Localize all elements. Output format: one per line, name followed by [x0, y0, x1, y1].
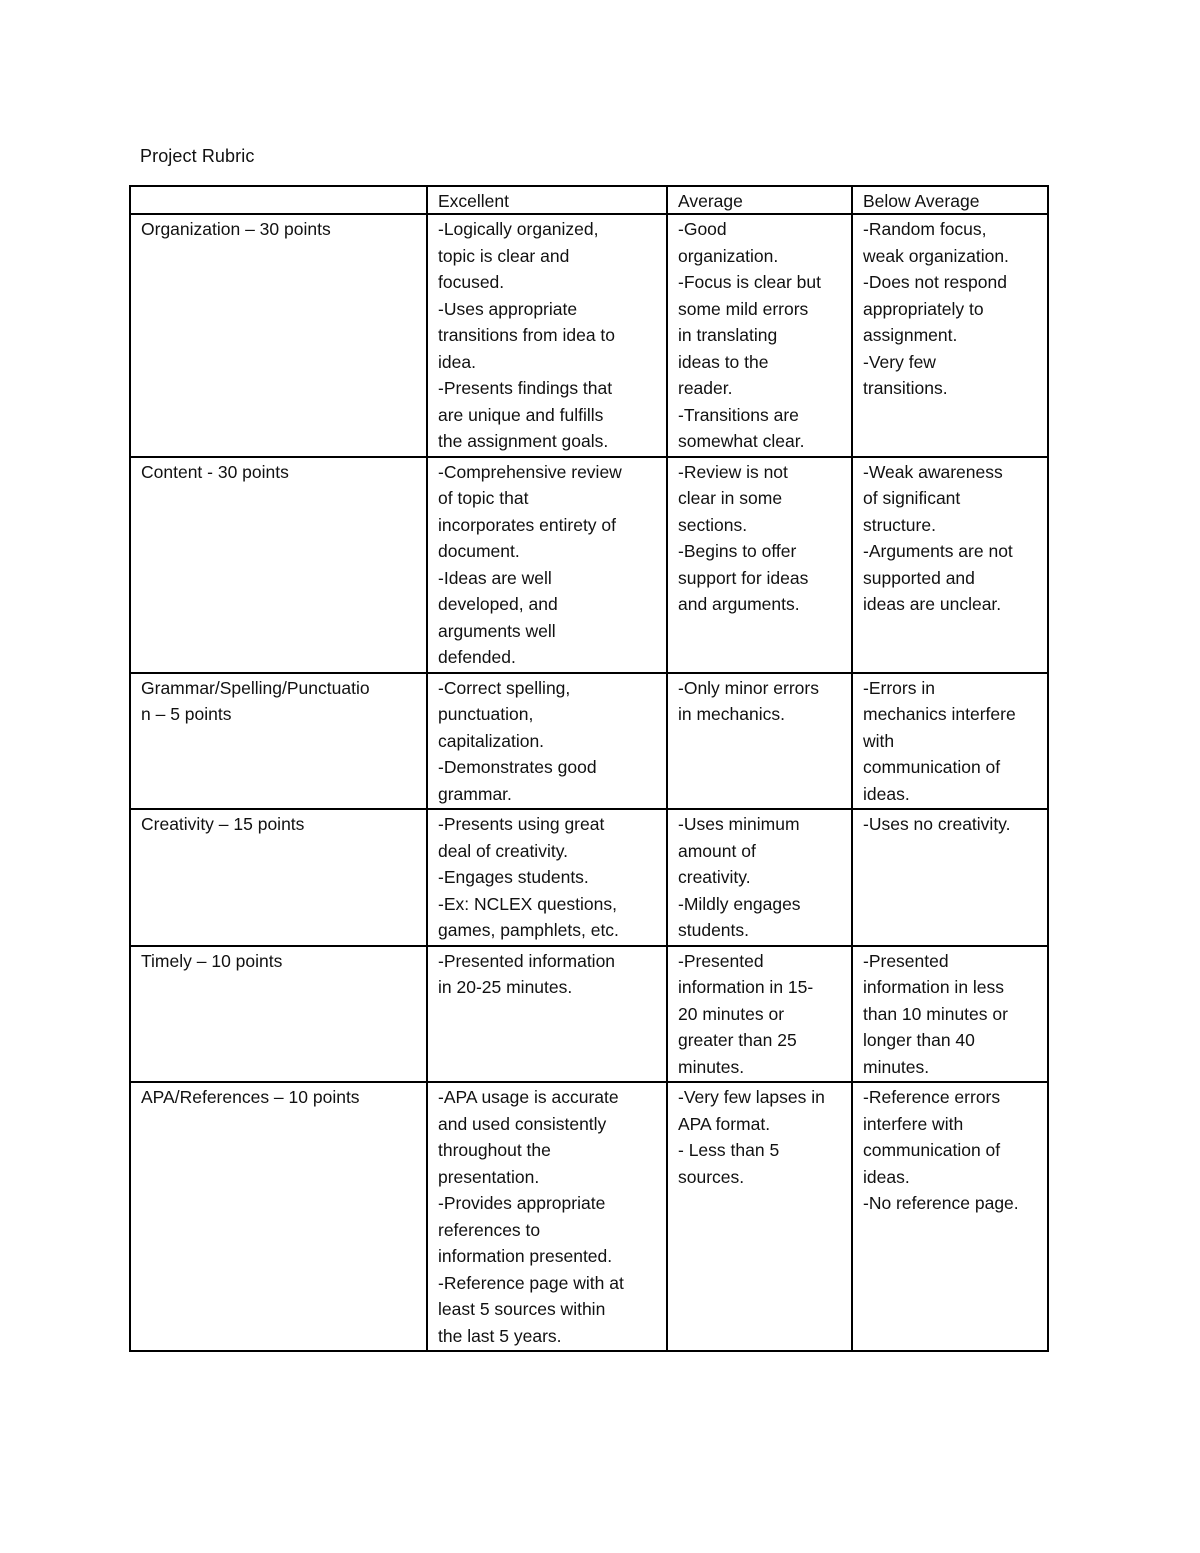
header-cell-average: Average [667, 186, 852, 214]
cell-text-line: idea. [438, 351, 476, 372]
cell-text-line: of topic that [438, 488, 529, 508]
table-row [130, 673, 1048, 810]
average-cell [667, 946, 852, 1083]
below-average-cell [852, 1082, 1048, 1351]
cell-text-line: deal of creativity. [438, 840, 569, 861]
cell-text-line: -Random focus, [863, 219, 987, 239]
excellent-cell [427, 809, 667, 946]
header-cell-excellent: Excellent [427, 186, 667, 214]
table-header-row [130, 186, 1048, 214]
excellent-cell [427, 673, 667, 810]
cell-text-line: mechanics interfere [863, 704, 1016, 724]
cell-text-line: Grammar/Spelling/Punctuatio [141, 677, 370, 698]
cell-text-line: Timely – 10 points [141, 950, 283, 971]
cell-text-line: than 10 minutes or [863, 1003, 1008, 1024]
cell-text-line: ideas. [863, 1166, 910, 1187]
cell-text-line: references to [438, 1219, 541, 1240]
criteria-cell [130, 457, 427, 673]
average-cell [667, 809, 852, 946]
cell-text-line: creativity. [678, 867, 751, 887]
cell-text-line: are unique and fulfills [438, 404, 604, 425]
cell-text-line: -Arguments are not [863, 541, 1013, 561]
cell-text-line: -Transitions are [678, 404, 799, 425]
cell-text-line: -Provides appropriate [438, 1193, 606, 1213]
cell-text-line: support for ideas [678, 567, 809, 588]
cell-text-line: - Less than 5 [678, 1140, 780, 1160]
cell-text-line: 20 minutes or [678, 1003, 785, 1024]
average-cell [667, 457, 852, 673]
cell-text-line: -Engages students. [438, 867, 589, 887]
cell-text-line: -Begins to offer [678, 541, 797, 561]
cell-text-line: incorporates entirety of [438, 514, 617, 535]
cell-text-line: amount of [678, 840, 756, 861]
cell-text-line: developed, and [438, 594, 558, 614]
rubric-table-body [130, 186, 1048, 1351]
cell-text-line: -Comprehensive review [438, 461, 622, 482]
cell-text-line: transitions. [863, 378, 948, 398]
cell-text-line: sources. [678, 1166, 745, 1187]
cell-text-line: -Only minor errors [678, 677, 819, 698]
table-row [130, 809, 1048, 946]
cell-text-line: -APA usage is accurate [438, 1087, 619, 1107]
cell-text-line: sections. [678, 514, 748, 535]
cell-text-line: -Presents using great [438, 814, 605, 834]
cell-text-line: games, pamphlets, etc. [438, 920, 619, 940]
below-average-cell [852, 214, 1048, 457]
cell-text-line: interfere with [863, 1113, 964, 1134]
cell-text-line: of significant [863, 488, 961, 508]
cell-text-line: some mild errors [678, 298, 809, 319]
cell-text-line: in 20-25 minutes. [438, 977, 573, 997]
cell-text-line: -Very few lapses in [678, 1087, 825, 1107]
cell-text-line: focused. [438, 272, 505, 292]
cell-text-line: -Presented [678, 950, 764, 971]
criteria-cell [130, 214, 427, 457]
cell-text-line: -Uses no creativity. [863, 814, 1011, 834]
rubric-table [129, 185, 1049, 1352]
excellent-cell [427, 457, 667, 673]
cell-text-line: -Uses appropriate [438, 298, 578, 319]
cell-text-line: APA format. [678, 1113, 771, 1134]
cell-text-line: -Presented information [438, 950, 616, 971]
cell-text-line: -Presents findings that [438, 378, 613, 398]
excellent-cell [427, 946, 667, 1083]
page-title: Project Rubric [140, 146, 255, 166]
cell-text-line: capitalization. [438, 730, 545, 751]
excellent-cell [427, 1082, 667, 1351]
cell-text-line: minutes. [678, 1056, 745, 1077]
cell-text-line: -Reference errors [863, 1087, 1001, 1107]
cell-text-line: clear in some [678, 488, 783, 508]
cell-text-line: information in 15- [678, 977, 814, 997]
cell-text-line: communication of [863, 1140, 1001, 1160]
below-average-cell [852, 457, 1048, 673]
header-cell-below-average: Below Average [852, 186, 1048, 214]
cell-text-line: defended. [438, 647, 516, 667]
cell-text-line: grammar. [438, 783, 512, 804]
cell-text-line: somewhat clear. [678, 431, 805, 451]
cell-text-line: appropriately to [863, 298, 984, 319]
cell-text-line: -Ex: NCLEX questions, [438, 893, 617, 914]
table-row [130, 457, 1048, 673]
cell-text-line: n – 5 points [141, 704, 232, 724]
table-row [130, 946, 1048, 1083]
cell-text-line: the assignment goals. [438, 431, 609, 451]
cell-text-line: least 5 sources within [438, 1299, 606, 1319]
cell-text-line: and arguments. [678, 594, 800, 614]
cell-text-line: Organization – 30 points [141, 219, 331, 239]
cell-text-line: -Correct spelling, [438, 677, 571, 698]
cell-text-line: topic is clear and [438, 245, 570, 266]
cell-text-line: with [863, 730, 895, 751]
cell-text-line: -Weak awareness [863, 461, 1003, 482]
cell-text-line: -Good [678, 219, 727, 239]
cell-text-line: -No reference page. [863, 1193, 1019, 1213]
cell-text-line: -Demonstrates good [438, 757, 597, 777]
average-cell [667, 673, 852, 810]
cell-text-line: throughout the [438, 1140, 551, 1160]
cell-text-line: minutes. [863, 1056, 930, 1077]
cell-text-line: -Presented [863, 950, 949, 971]
cell-text-line: information presented. [438, 1246, 613, 1266]
cell-text-line: ideas are unclear. [863, 594, 1002, 614]
average-cell [667, 1082, 852, 1351]
cell-text-line: supported and [863, 567, 975, 588]
criteria-cell [130, 946, 427, 1083]
cell-text-line: document. [438, 541, 520, 561]
excellent-cell [427, 214, 667, 457]
cell-text-line: and used consistently [438, 1113, 607, 1134]
average-cell [667, 214, 852, 457]
cell-text-line: -Logically organized, [438, 219, 599, 239]
cell-text-line: in mechanics. [678, 704, 785, 724]
cell-text-line: in translating [678, 325, 778, 345]
cell-text-line: Creativity – 15 points [141, 814, 305, 834]
below-average-cell [852, 946, 1048, 1083]
cell-text-line: Content - 30 points [141, 461, 289, 482]
criteria-cell [130, 673, 427, 810]
below-average-cell [852, 673, 1048, 810]
cell-text-line: longer than 40 [863, 1030, 975, 1050]
cell-text-line: -Ideas are well [438, 567, 552, 588]
cell-text-line: -Errors in [863, 677, 935, 698]
below-average-cell [852, 809, 1048, 946]
cell-text-line: information in less [863, 977, 1005, 997]
cell-text-line: -Mildly engages [678, 893, 801, 914]
criteria-cell [130, 809, 427, 946]
cell-text-line: -Review is not [678, 461, 788, 482]
table-row [130, 214, 1048, 457]
cell-text-line: transitions from idea to [438, 325, 616, 345]
cell-text-line: -Very few [863, 351, 936, 372]
criteria-cell [130, 1082, 427, 1351]
cell-text-line: presentation. [438, 1166, 540, 1187]
cell-text-line: -Uses minimum [678, 814, 800, 834]
cell-text-line: organization. [678, 245, 779, 266]
cell-text-line: weak organization. [863, 245, 1009, 266]
cell-text-line: structure. [863, 514, 936, 535]
cell-text-line: punctuation, [438, 704, 534, 724]
cell-text-line: students. [678, 920, 750, 940]
table-row [130, 1082, 1048, 1351]
cell-text-line: assignment. [863, 325, 958, 345]
header-cell-criteria [130, 186, 427, 214]
cell-text-line: APA/References – 10 points [141, 1087, 360, 1107]
cell-text-line: -Focus is clear but [678, 272, 821, 292]
cell-text-line: reader. [678, 378, 733, 398]
cell-text-line: ideas to the [678, 351, 769, 372]
cell-text-line: ideas. [863, 783, 910, 804]
cell-text-line: arguments well [438, 620, 556, 641]
cell-text-line: -Does not respond [863, 272, 1007, 292]
cell-text-line: greater than 25 [678, 1030, 797, 1050]
cell-text-line: communication of [863, 757, 1001, 777]
cell-text-line: the last 5 years. [438, 1325, 562, 1346]
cell-text-line: -Reference page with at [438, 1272, 624, 1293]
